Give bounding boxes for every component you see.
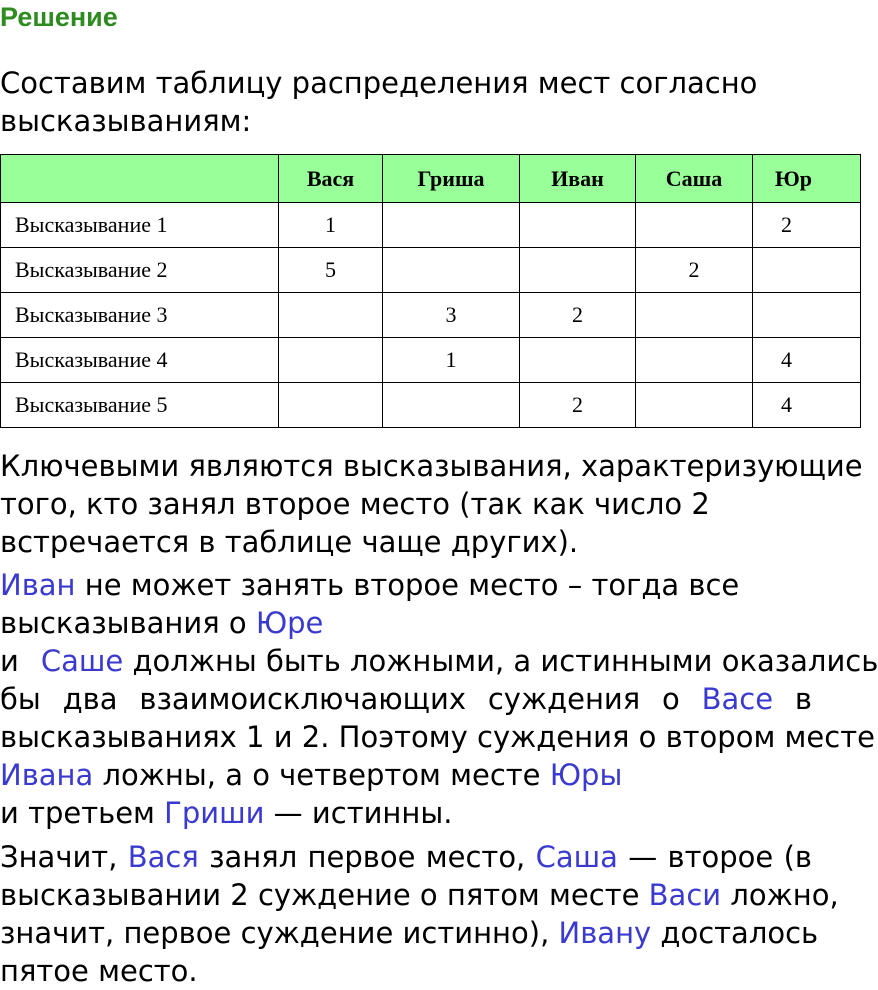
text-span: пятое место. [0, 954, 198, 988]
table-row [1, 383, 861, 428]
paragraph-line [0, 914, 819, 952]
paragraph-line: встречается в таблице чаще других). [0, 525, 579, 559]
text-span: и [0, 644, 19, 678]
text-span: ложно, [721, 878, 839, 912]
column-header: Юр [753, 155, 861, 203]
text-span: значит, первое суждение истинно), [0, 916, 559, 950]
text-span: досталось [651, 916, 819, 950]
name-highlight: Васе [701, 682, 774, 716]
row-label: Высказывание 4 [1, 338, 279, 383]
paragraph-line [0, 794, 812, 832]
name-highlight: Саша [535, 840, 618, 874]
intro-line: Составим таблицу распределения мест согласно [0, 66, 758, 100]
paragraph-line [0, 838, 812, 876]
table-cell [636, 338, 753, 383]
table-cell [279, 293, 383, 338]
column-header [1, 155, 279, 203]
table-row [1, 293, 861, 338]
text-span: ложны, а о четвертом месте [93, 758, 550, 792]
table-cell [520, 248, 636, 293]
paragraph-line [0, 642, 878, 680]
intro-line: высказываниям: [0, 104, 252, 138]
column-header: Саша [636, 155, 753, 203]
table-cell [383, 248, 520, 293]
text-span: высказывании 2 суждение о пятом месте [0, 878, 649, 912]
name-highlight: Гриши [164, 796, 265, 830]
table-cell [636, 293, 753, 338]
column-header: Иван [520, 155, 636, 203]
distribution-table-container [0, 154, 816, 432]
paragraph-line [0, 756, 812, 794]
row-label: Высказывание 2 [1, 248, 279, 293]
text-span: занял первое место, [198, 840, 536, 874]
text-span: Значит, [0, 840, 128, 874]
text-span: — второе (в [617, 840, 812, 874]
text-span: высказываниях 1 и 2. Поэтому суждения о втором месте [0, 720, 875, 754]
conclusion-paragraph [0, 838, 839, 990]
table-cell [279, 338, 383, 383]
paragraph-line [0, 566, 812, 604]
paragraph-line [0, 876, 839, 914]
table-cell: 2 [520, 293, 636, 338]
reasoning-paragraph [0, 566, 878, 832]
row-label: Высказывание 5 [1, 383, 279, 428]
table-cell [753, 248, 861, 293]
distribution-table [0, 154, 861, 428]
name-highlight: Юры [549, 758, 623, 792]
table-cell [753, 293, 861, 338]
name-highlight: Саше [40, 644, 124, 678]
row-label: Высказывание 3 [1, 293, 279, 338]
column-header: Гриша [383, 155, 520, 203]
column-header: Вася [279, 155, 383, 203]
solution-heading: Решение [0, 2, 118, 32]
paragraph-line [0, 680, 812, 718]
table-cell [383, 383, 520, 428]
text-span: не может занять второе место – тогда все [75, 568, 740, 602]
table-row [1, 248, 861, 293]
paragraph-line [0, 718, 875, 756]
text-span: должны быть ложными, а истинными оказались [123, 644, 878, 678]
table-cell: 3 [383, 293, 520, 338]
table-cell [520, 203, 636, 248]
text-span: бы два взаимоисключающих суждения о [0, 682, 702, 716]
name-highlight: Вася [127, 840, 199, 874]
paragraph-line [0, 604, 812, 642]
table-cell: 4 [753, 383, 861, 428]
paragraph-line: того, кто занял второе место (так как число 2 [0, 487, 710, 521]
text-span: и третьем [0, 796, 165, 830]
table-cell: 5 [279, 248, 383, 293]
table-cell [636, 383, 753, 428]
table-cell [636, 203, 753, 248]
name-highlight: Иван [0, 568, 76, 602]
name-highlight: Ивана [0, 758, 94, 792]
table-row [1, 203, 861, 248]
table-cell: 4 [753, 338, 861, 383]
table-cell: 2 [520, 383, 636, 428]
name-highlight: Васи [648, 878, 722, 912]
intro-paragraph [0, 64, 812, 140]
table-cell: 2 [753, 203, 861, 248]
table-header-row [1, 155, 861, 203]
table-cell [279, 383, 383, 428]
paragraph-line: Ключевыми являются высказывания, характеризующие [0, 449, 863, 483]
text-span: — истинны. [264, 796, 453, 830]
table-cell [520, 338, 636, 383]
table-cell [383, 203, 520, 248]
table-cell: 1 [279, 203, 383, 248]
name-highlight: Ивану [558, 916, 652, 950]
table-cell: 1 [383, 338, 520, 383]
key-statements-paragraph [0, 447, 863, 561]
name-highlight: Юре [255, 606, 324, 640]
text-span: высказывания о [0, 606, 256, 640]
table-row [1, 338, 861, 383]
table-cell: 2 [636, 248, 753, 293]
row-label: Высказывание 1 [1, 203, 279, 248]
text-span: в [773, 682, 812, 716]
paragraph-line [0, 952, 812, 990]
